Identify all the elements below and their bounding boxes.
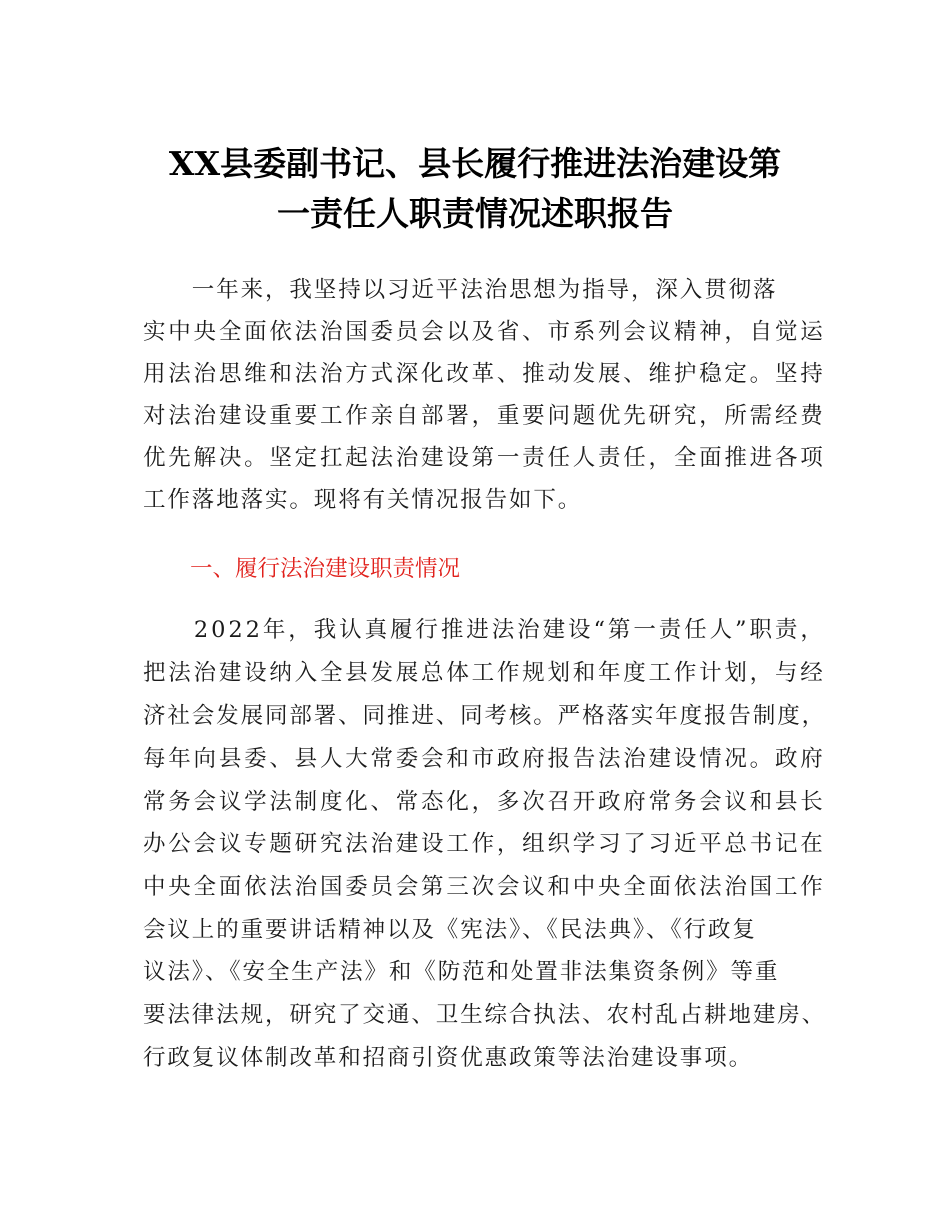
document-title-line-1: XX县委副书记、县长履行推进法治建设第 — [168, 144, 782, 183]
document-title-line-2: 一责任人职责情况述职报告 — [277, 194, 673, 233]
section-heading: 一、履行法治建设职责情况 — [190, 556, 461, 582]
paragraph-line: 把法治建设纳入全县发展总体工作规划和年度工作计划，与经 — [143, 660, 826, 686]
paragraph-line: 工作落地落实。现将有关情况报告如下。 — [143, 487, 583, 513]
paragraph-line: 议法》、《安全生产法》和《防范和处置非法集资条例》等重 — [143, 959, 780, 985]
paragraph-line: 要法律法规，研究了交通、卫生综合执法、农村乱占耕地建房、 — [143, 1002, 827, 1028]
paragraph-line: 行政复议体制改革和招商引资优惠政策等法治建设事项。 — [143, 1045, 754, 1071]
paragraph-line: 中央全面依法治国委员会第三次会议和中央全面依法治国工作 — [143, 874, 826, 900]
paragraph-line: 办公会议专题研究法治建设工作，组织学习了习近平总书记在 — [143, 831, 826, 857]
paragraph-line: 济社会发展同部署、同推进、同考核。严格落实年度报告制度， — [143, 703, 827, 729]
paragraph-line: 会议上的重要讲话精神以及《宪法》、《民法典》、《行政复 — [143, 917, 757, 943]
paragraph-line: 常务会议学法制度化、常态化，多次召开政府常务会议和县长 — [143, 789, 826, 815]
paragraph-line: 一年来，我坚持以习近平法治思想为指导，深入贯彻落 — [143, 277, 778, 303]
paragraph-line: 优先解决。坚定扛起法治建设第一责任人责任，全面推进各项 — [143, 445, 826, 471]
paragraph-line: 用法治思维和法治方式深化改革、推动发展、维护稳定。坚持 — [143, 361, 826, 387]
paragraph-line: 2022年，我认真履行推进法治建设“第一责任人”职责， — [143, 617, 826, 643]
paragraph-line: 实中央全面依法治国委员会以及省、市系列会议精神，自觉运 — [143, 319, 826, 345]
paragraph-line: 每年向县委、县人大常委会和市政府报告法治建设情况。政府 — [143, 746, 826, 772]
paragraph-line: 对法治建设重要工作亲自部署，重要问题优先研究，所需经费 — [143, 403, 826, 429]
